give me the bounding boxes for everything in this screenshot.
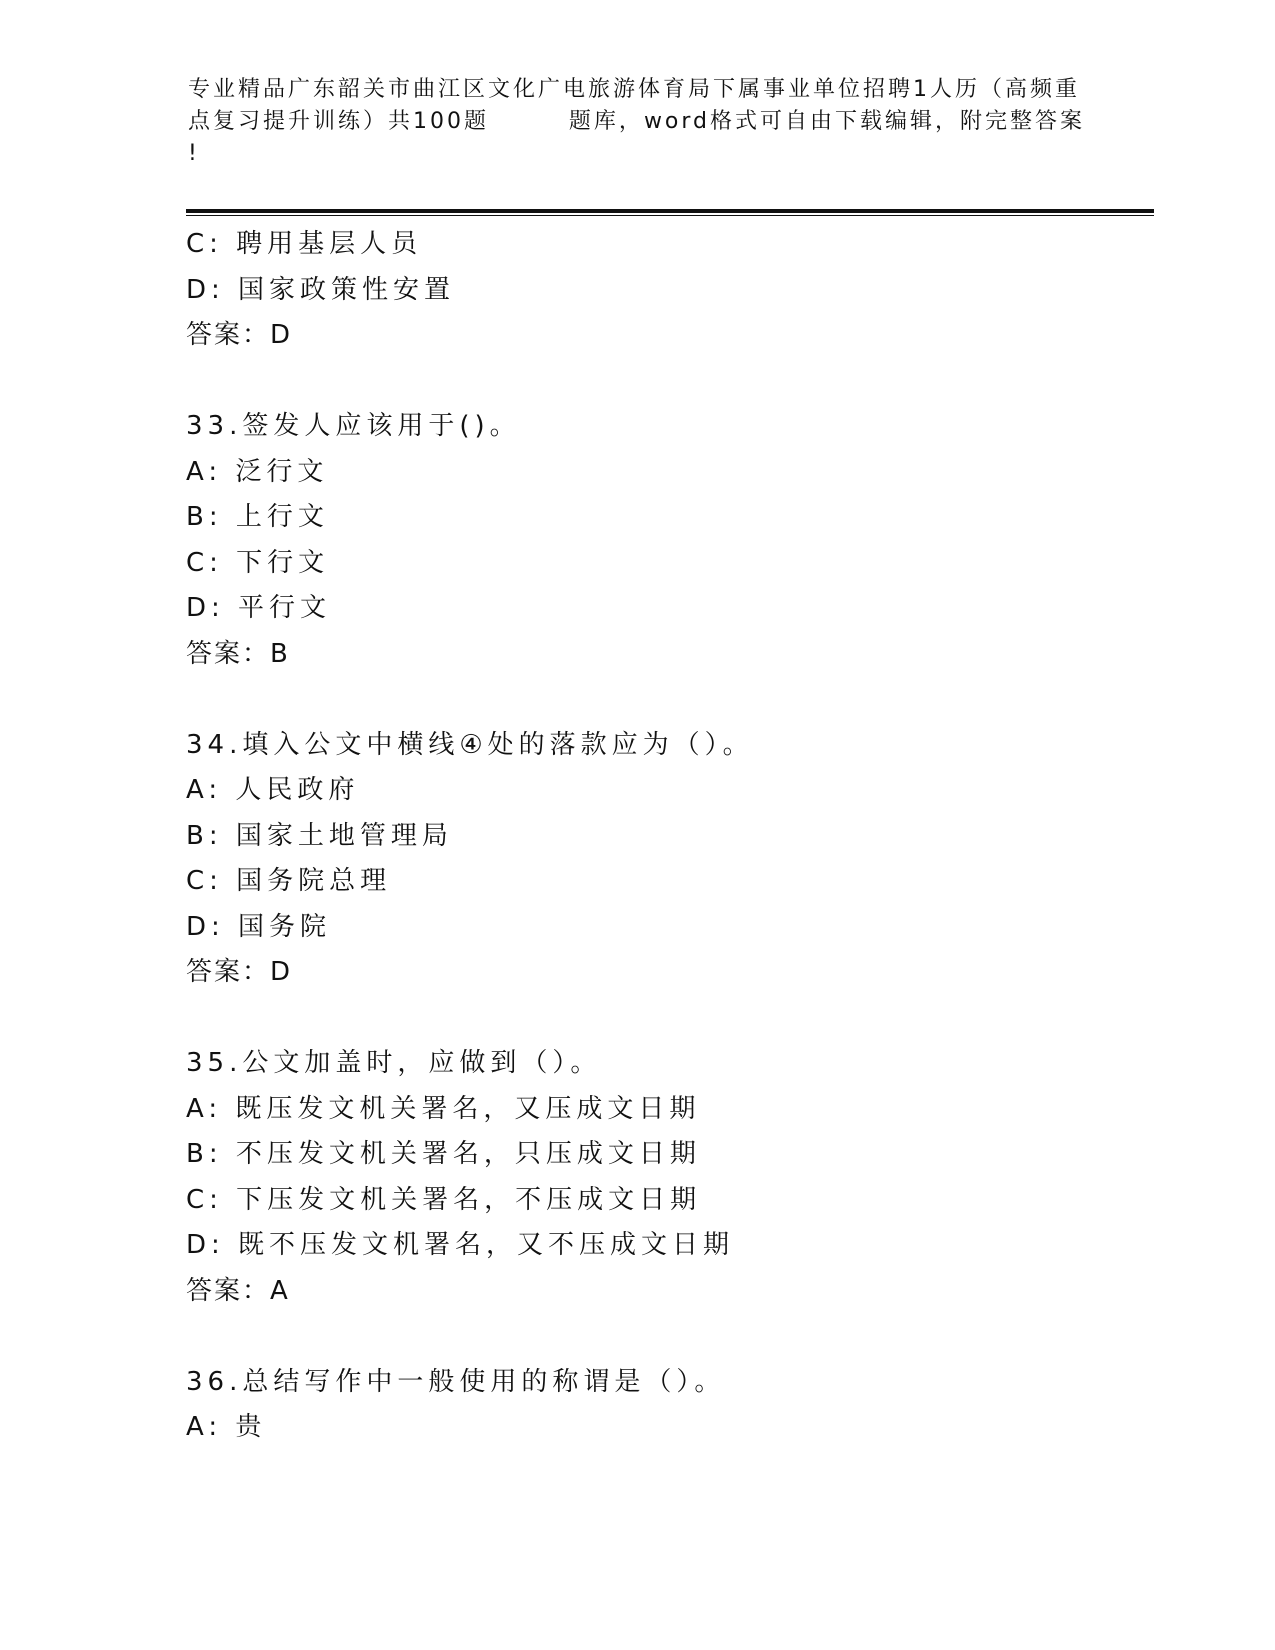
- option-34-b: B: 国家土地管理局: [186, 820, 453, 851]
- header-line-2: 点复习提升训练）共100题 题库，word格式可自由下载编辑，附完整答案: [188, 109, 1086, 134]
- option-33-d: D: 平行文: [186, 593, 332, 623]
- option-32-c: C: 聘用基层人员: [186, 229, 423, 259]
- option-33-a: A: 泛行文: [186, 456, 329, 487]
- answer-33: 答案：B: [186, 638, 290, 669]
- option-35-d: D: 既不压发文机署名，又不压成文日期: [186, 1230, 735, 1260]
- option-35-c: C: 下压发文机关署名，不压成文日期: [186, 1184, 702, 1215]
- question-34-stem: 34.填入公文中横线④处的落款应为（）。: [186, 729, 754, 760]
- option-32-d: D: 国家政策性安置: [186, 274, 456, 305]
- question-list: [186, 222, 1146, 1451]
- option-36-a: A: 贵: [186, 1412, 267, 1442]
- document-header: [188, 74, 1088, 170]
- option-34-d: D: 国务院: [186, 911, 332, 942]
- option-34-c: C: 国务院总理: [186, 866, 392, 896]
- header-divider-thin: [186, 215, 1154, 216]
- option-33-b: B: 上行文: [186, 502, 329, 532]
- option-35-a: A: 既压发文机关署名，又压成文日期: [186, 1093, 701, 1124]
- answer-34: 答案：D: [186, 957, 293, 987]
- question-33-stem: 33.签发人应该用于()。: [186, 411, 521, 441]
- option-34-a: A: 人民政府: [186, 775, 360, 805]
- option-35-b: B: 不压发文机关署名，只压成文日期: [186, 1139, 701, 1169]
- answer-35: 答案：A: [186, 1275, 290, 1306]
- header-line-3: !: [188, 141, 200, 166]
- header-divider-thick: [186, 209, 1154, 213]
- question-36-stem: 36.总结写作中一般使用的称谓是（）。: [186, 1366, 726, 1397]
- answer-32: 答案：D: [186, 320, 293, 350]
- header-line-1: 专业精品广东韶关市曲江区文化广电旅游体育局下属事业单位招聘1人历（高频重: [188, 77, 1080, 102]
- question-35-stem: 35.公文加盖时，应做到（）。: [186, 1048, 602, 1078]
- option-33-c: C: 下行文: [186, 547, 330, 578]
